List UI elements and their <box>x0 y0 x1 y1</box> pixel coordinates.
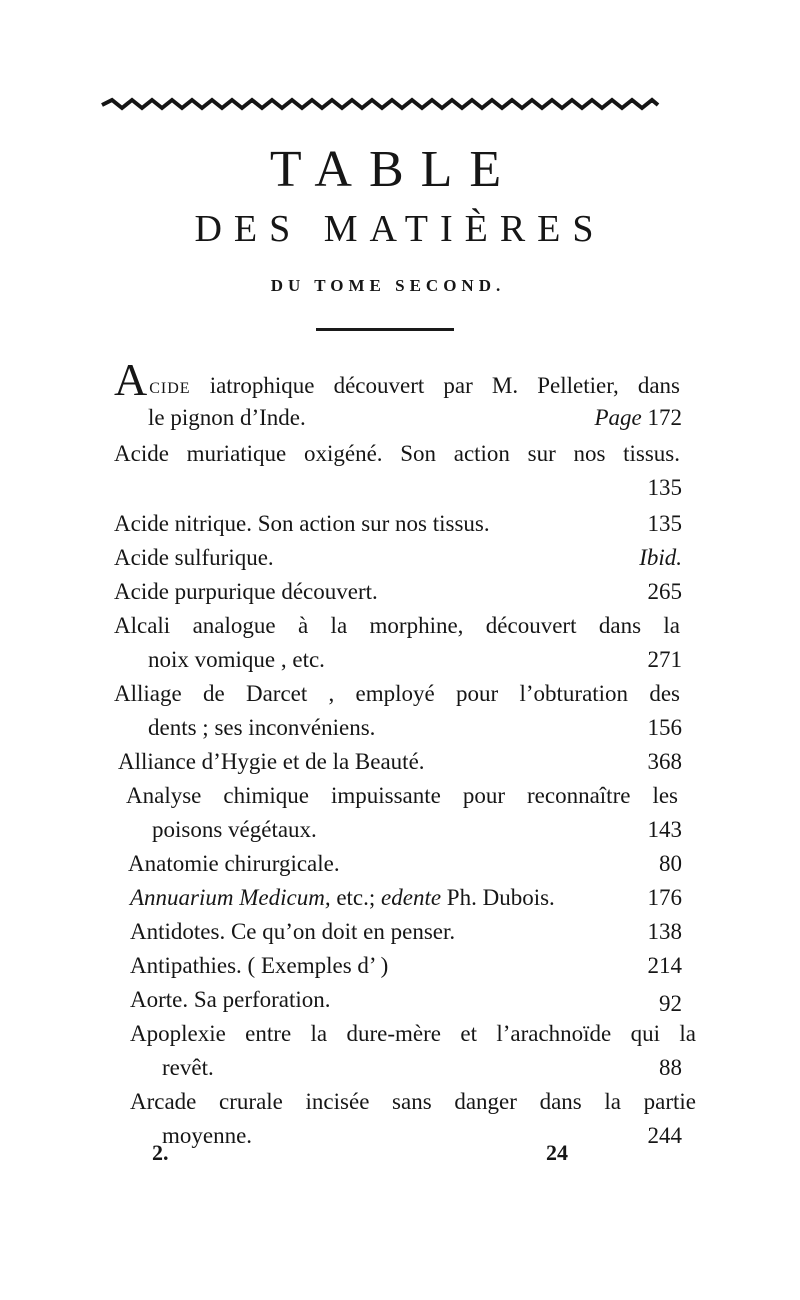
page-number: 176 <box>647 885 682 910</box>
signature-mark: 2. <box>152 1140 169 1165</box>
index-entry-line <box>148 406 306 429</box>
ornament-zigzag <box>102 100 658 108</box>
page-number: 88 <box>659 1055 682 1080</box>
page-number: Ibid. <box>639 545 682 570</box>
entry-text: le pignon d’Inde. <box>148 405 306 430</box>
entry-text: Acide purpurique découvert. <box>114 579 378 604</box>
entry-text: revêt. <box>162 1055 214 1080</box>
entry-text: Acide sulfurique. <box>114 545 274 570</box>
entry-text: poisons végétaux. <box>152 817 317 842</box>
drop-cap: A <box>114 354 148 405</box>
entry-text: Acide nitrique. Son action sur nos tissus. <box>114 511 490 536</box>
entry-text: Alliance d’Hygie et de la Beauté. <box>118 749 425 774</box>
page-subtitle: DES MATIÈRES <box>194 208 606 250</box>
title-rule <box>316 328 454 331</box>
entry-text: Aorte. Sa perforation. <box>130 987 331 1012</box>
index-entry-line: Alliage de Darcet , employé pour l’obturation des <box>114 681 680 706</box>
entry-text: dents ; ses inconvéniens. <box>148 715 376 740</box>
page-number: 143 <box>647 817 682 842</box>
entry-text: iatrophique découvert par M. Pelletier, dans <box>190 373 680 398</box>
entry-text: moyenne. <box>162 1123 253 1148</box>
entry-text: Anatomie chirurgicale. <box>128 851 340 876</box>
index-entry-line: Arcade crurale incisée sans danger dans la partie <box>130 1089 696 1114</box>
page-title: TABLE <box>269 141 519 198</box>
entry-text: Antidotes. Ce qu’on doit en penser. <box>130 919 456 944</box>
page-number: Page 172 <box>594 405 682 430</box>
page-number: 214 <box>647 953 682 978</box>
page-number: 271 <box>647 647 682 672</box>
entry-text: Antipathies. ( Exemples d’ ) <box>130 953 389 978</box>
italic-text: edente <box>381 885 442 910</box>
page-number: 92 <box>659 991 682 1016</box>
page-number: 135 <box>647 475 682 500</box>
page-label: Page <box>594 405 642 430</box>
small-caps-text: CIDE <box>149 380 191 397</box>
index-entry-line: Analyse chimique impuissante pour reconnaître les <box>126 783 678 808</box>
page-number: 80 <box>659 851 682 876</box>
head-ornament-band <box>100 92 660 118</box>
page-number: 135 <box>647 511 682 536</box>
index-entry-line: Acide muriatique oxigéné. Son action sur nos tissus. <box>114 441 680 466</box>
page-number: 265 <box>647 579 682 604</box>
catchword: 24 <box>546 1140 568 1165</box>
index-entry-line <box>130 886 555 909</box>
entry-text: etc.; <box>330 885 382 910</box>
index-entry-line <box>114 354 680 405</box>
italic-title: Annuarium Medicum, <box>130 885 331 910</box>
page-number: 138 <box>647 919 682 944</box>
entry-text: noix vomique , etc. <box>148 647 325 672</box>
index-entry-line: Apoplexie entre la dure-mère et l’arachnoïde qui la <box>130 1021 696 1046</box>
page-number: 156 <box>647 715 682 740</box>
page-number: 368 <box>647 749 682 774</box>
entry-text: Ph. Dubois. <box>441 885 555 910</box>
volume-label: DU TOME SECOND. <box>270 276 506 295</box>
page-number: 244 <box>647 1123 682 1148</box>
index-entry-line: Alcali analogue à la morphine, découvert dans la <box>114 613 680 638</box>
